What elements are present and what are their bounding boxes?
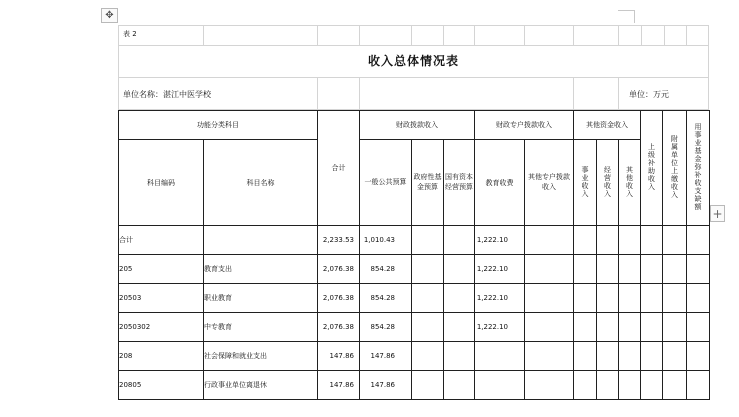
header-upper-subsidy: 上级补助收入 [641,111,663,226]
table-row [119,371,710,400]
cell-name: 职业教育 [204,284,318,313]
cell-education-fees [475,342,525,371]
cell-education-fees: 1,222.10 [475,255,525,284]
table-row [119,226,710,255]
cell-name: 行政事业单位离退休 [204,371,318,400]
cell-name [204,226,318,255]
report-title: 收入总体情况表 [367,54,459,68]
header-subject-code: 科目编码 [119,140,204,226]
add-column-button[interactable] [710,205,725,222]
table-row [119,284,710,313]
cell-total: 2,076.38 [318,255,360,284]
cell-name: 中专教育 [204,313,318,342]
cell-code: 合计 [119,226,204,255]
cell-total: 2,076.38 [318,284,360,313]
cell-name: 社会保障和就业支出 [204,342,318,371]
cell-code: 208 [119,342,204,371]
cell-code: 20503 [119,284,204,313]
table-row [119,255,710,284]
cell-general-budget: 854.28 [360,255,412,284]
header-other-funds: 其他资金收入 [574,111,641,140]
header-fiscal-allocation: 财政拨款收入 [360,111,475,140]
page-corner-mark [618,10,635,23]
table-row [119,313,710,342]
header-functional-class: 功能分类科目 [119,111,318,140]
cell-total: 147.86 [318,342,360,371]
unit-name: 单位名称：湛江中医学校 [123,90,211,99]
cell-total: 2,233.53 [318,226,360,255]
header-other-special: 其他专户拨款收入 [525,140,574,226]
header-reserve-fund: 用事业基金弥补收支缺额 [687,111,710,226]
header-other-income: 其他收入 [619,140,641,226]
move-arrows-icon: ✥ [105,10,114,21]
cell-total: 147.86 [318,371,360,400]
header-operating-income: 经营收入 [597,140,619,226]
header-business-income: 事业收入 [574,140,597,226]
header-state-capital-budget: 国有资本经营预算 [444,140,475,226]
header-total: 合计 [318,111,360,226]
cell-total: 2,076.38 [318,313,360,342]
header-fiscal-special: 财政专户拨款收入 [475,111,574,140]
cell-general-budget: 854.28 [360,284,412,313]
cell-name: 教育支出 [204,255,318,284]
cell-general-budget: 147.86 [360,371,412,400]
cell-education-fees: 1,222.10 [475,313,525,342]
header-subordinate-turnover: 附属单位上缴收入 [663,111,687,226]
cell-education-fees: 1,222.10 [475,226,525,255]
cell-education-fees [475,371,525,400]
header-education-fees: 教育收费 [475,140,525,226]
cell-general-budget: 147.86 [360,342,412,371]
currency-unit: 单位：万元 [629,90,669,99]
table-caption: 表 2 [123,30,137,38]
income-table [118,110,710,400]
table-row [119,342,710,371]
cell-general-budget: 1,010.43 [360,226,412,255]
cell-code: 2050302 [119,313,204,342]
header-general-budget: 一般公共预算 [360,140,412,226]
cell-general-budget: 854.28 [360,313,412,342]
table-move-handle[interactable] [101,8,118,23]
header-gov-fund-budget: 政府性基金预算 [412,140,444,226]
cell-code: 20805 [119,371,204,400]
cell-education-fees: 1,222.10 [475,284,525,313]
header-subject-name: 科目名称 [204,140,318,226]
cell-code: 205 [119,255,204,284]
plus-icon: + [712,206,723,221]
